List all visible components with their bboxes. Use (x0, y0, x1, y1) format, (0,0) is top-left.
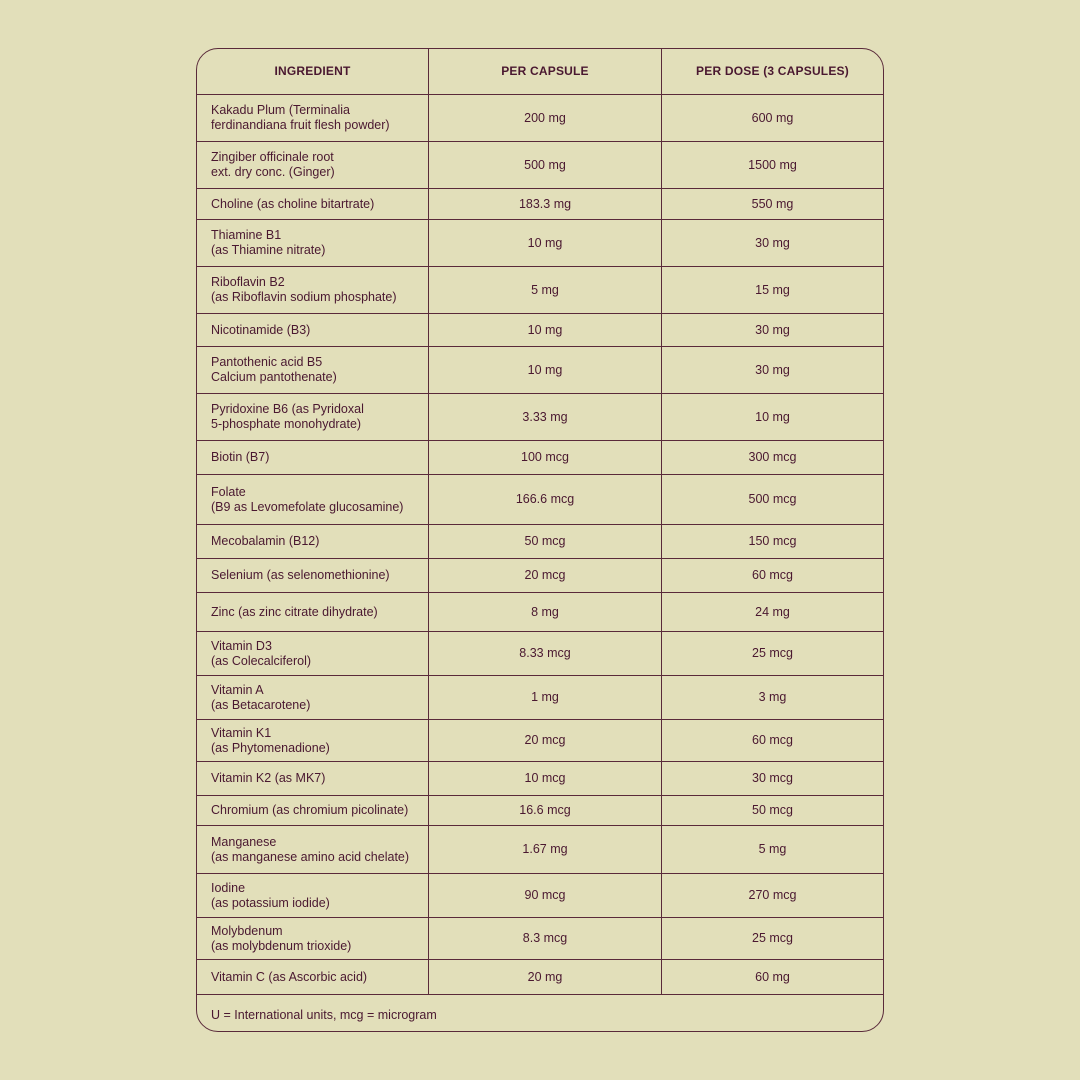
table-row (197, 525, 883, 559)
ingredient-name: Zinc (as zinc citrate dihydrate) (211, 604, 378, 619)
per-capsule-cell: 8 mg (429, 593, 662, 631)
table-row (197, 441, 883, 475)
per-dose-cell: 550 mg (751, 196, 794, 211)
table-row (197, 267, 883, 314)
per-dose-cell: 150 mcg (748, 534, 797, 548)
per-dose-cell: 25 mcg (752, 931, 793, 945)
ingredient-name: Riboflavin B2 (as Riboflavin sodium phosphate) (211, 275, 397, 304)
table-row (197, 220, 883, 267)
ingredient-cell (197, 826, 429, 873)
ingredient-cell (197, 220, 429, 266)
per-dose-cell: 24 mg (755, 604, 790, 619)
per-capsule-cell: 3.33 mg (429, 394, 662, 440)
per-capsule-cell: 10 mcg (429, 762, 662, 795)
ingredient-cell (197, 95, 429, 141)
ingredient-name: Selenium (as selenomethionine) (211, 568, 390, 582)
ingredient-name: Vitamin A (as Betacarotene) (211, 682, 311, 712)
table-footnote: U = International units, mcg = microgram (211, 1008, 437, 1022)
ingredient-cell (197, 960, 429, 994)
ingredient-cell (197, 189, 429, 219)
per-dose-cell: 30 mg (755, 322, 790, 337)
per-dose-cell: 60 mcg (752, 568, 793, 582)
table-row (197, 918, 883, 960)
ingredient-name: Folate (B9 as Levomefolate glucosamine) (211, 484, 404, 514)
header-per-dose: PER DOSE (3 CAPSULES) (696, 64, 849, 78)
ingredient-cell (197, 314, 429, 346)
ingredient-cell (197, 525, 429, 558)
per-capsule-cell: 10 mg (429, 347, 662, 393)
ingredient-name: Iodine (as potassium iodide) (211, 880, 330, 910)
per-dose-cell: 5 mg (758, 842, 787, 856)
per-capsule-cell: 8.3 mcg (429, 918, 662, 959)
per-capsule-cell: 100 mcg (429, 441, 662, 474)
per-dose-cell: 30 mg (755, 235, 790, 250)
per-dose-cell: 60 mg (755, 969, 790, 984)
table-row (197, 796, 883, 826)
per-capsule-cell: 183.3 mg (429, 189, 662, 219)
table-row (197, 762, 883, 796)
ingredient-name: Manganese (as manganese amino acid chelate) (211, 834, 410, 864)
ingredient-name: Vitamin K1 (as Phytomenadione) (211, 725, 330, 755)
per-dose-cell: 30 mg (755, 362, 790, 377)
per-dose-cell: 3 mg (758, 690, 787, 704)
per-dose-cell: 30 mcg (752, 771, 793, 785)
per-dose-cell: 60 mcg (752, 733, 793, 747)
ingredient-cell (197, 593, 429, 631)
ingredient-name: Kakadu Plum (Terminalia ferdinandiana fruit flesh powder) (211, 103, 390, 132)
per-capsule-cell: 20 mg (429, 960, 662, 994)
ingredient-cell (197, 347, 429, 393)
per-capsule-cell: 1 mg (429, 676, 662, 719)
ingredient-cell (197, 475, 429, 524)
per-capsule-cell: 20 mcg (429, 559, 662, 592)
table-row (197, 874, 883, 918)
ingredient-name: Vitamin C (as Ascorbic acid) (211, 969, 368, 984)
table-row (197, 142, 883, 189)
table-row (197, 960, 883, 995)
per-capsule-cell: 1.67 mg (429, 826, 662, 873)
ingredient-name: Molybdenum (as molybdenum trioxide) (211, 923, 352, 953)
ingredient-name: Choline (as choline bitartrate) (211, 196, 375, 211)
ingredient-name: Biotin (B7) (211, 450, 270, 464)
ingredient-name: Mecobalamin (B12) (211, 534, 320, 548)
table-row (197, 189, 883, 220)
ingredient-name: Vitamin D3 (as Colecalciferol) (211, 638, 312, 668)
ingredient-cell (197, 918, 429, 959)
per-dose-cell: 270 mcg (748, 888, 797, 902)
per-capsule-cell: 200 mg (429, 95, 662, 141)
ingredient-name: Pantothenic acid B5 Calcium pantothenate) (211, 355, 337, 384)
header-ingredient: INGREDIENT (197, 49, 429, 94)
header-per-capsule: PER CAPSULE (429, 49, 662, 94)
ingredient-cell (197, 796, 429, 825)
ingredient-name: Vitamin K2 (as MK7) (211, 771, 326, 785)
table-header-row (197, 49, 883, 95)
ingredient-cell (197, 267, 429, 313)
table-row (197, 826, 883, 874)
per-capsule-cell: 90 mcg (429, 874, 662, 917)
ingredient-cell (197, 142, 429, 188)
ingredient-cell (197, 559, 429, 592)
ingredient-name: Nicotinamide (B3) (211, 322, 311, 337)
ingredient-cell (197, 676, 429, 719)
table-row (197, 559, 883, 593)
ingredient-cell (197, 632, 429, 675)
per-dose-cell: 10 mg (755, 409, 790, 424)
ingredient-cell (197, 394, 429, 440)
table-row (197, 676, 883, 720)
per-capsule-cell: 10 mg (429, 314, 662, 346)
table-body (197, 95, 883, 995)
table-row (197, 314, 883, 347)
ingredient-cell (197, 720, 429, 761)
ingredient-cell (197, 762, 429, 795)
per-dose-cell: 15 mg (755, 282, 790, 297)
table-row (197, 720, 883, 762)
ingredient-cell (197, 874, 429, 917)
table-row (197, 394, 883, 441)
ingredient-table (196, 48, 884, 1032)
table-row (197, 632, 883, 676)
table-row (197, 475, 883, 525)
per-capsule-cell: 8.33 mcg (429, 632, 662, 675)
per-dose-cell: 25 mcg (752, 646, 793, 660)
per-capsule-cell: 500 mg (429, 142, 662, 188)
per-capsule-cell: 10 mg (429, 220, 662, 266)
per-dose-cell: 300 mcg (748, 450, 797, 464)
per-capsule-cell: 166.6 mcg (429, 475, 662, 524)
ingredient-cell (197, 441, 429, 474)
ingredient-name: Thiamine B1 (as Thiamine nitrate) (211, 228, 326, 257)
table-row (197, 593, 883, 632)
table-row (197, 95, 883, 142)
ingredient-name: Chromium (as chromium picolinate) (211, 803, 409, 817)
per-capsule-cell: 16.6 mcg (429, 796, 662, 825)
per-dose-cell: 600 mg (751, 110, 794, 125)
per-dose-cell: 50 mcg (752, 803, 793, 817)
per-dose-cell: 500 mcg (748, 492, 797, 506)
per-dose-cell: 1500 mg (748, 157, 797, 172)
ingredient-name: Zingiber officinale root ext. dry conc. (Ginger) (211, 150, 335, 179)
per-capsule-cell: 5 mg (429, 267, 662, 313)
per-capsule-cell: 20 mcg (429, 720, 662, 761)
per-capsule-cell: 50 mcg (429, 525, 662, 558)
ingredient-name: Pyridoxine B6 (as Pyridoxal 5-phosphate monohydrate) (211, 402, 364, 431)
table-row (197, 347, 883, 394)
